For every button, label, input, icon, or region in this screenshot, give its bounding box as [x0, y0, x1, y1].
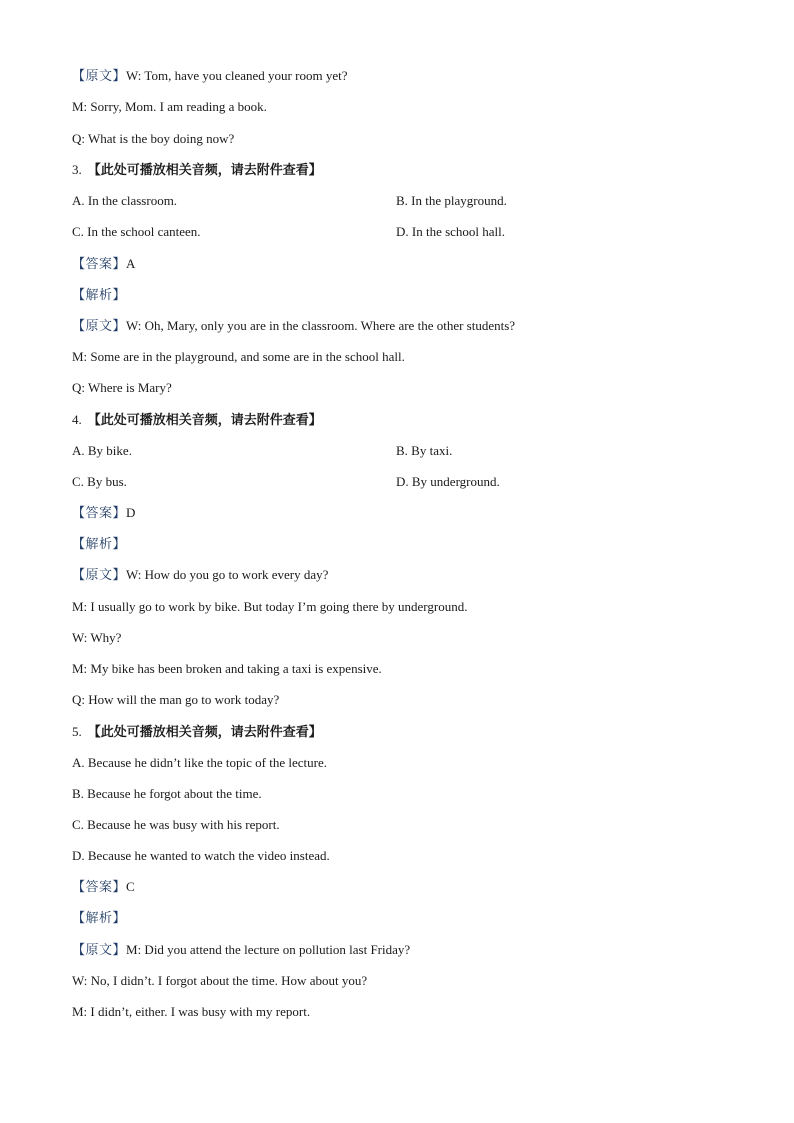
question-3-header	[72, 161, 322, 180]
question-number: 3.	[72, 162, 82, 177]
transcript-line: M: I didn’t, either. I was busy with my report.	[72, 1004, 311, 1019]
transcript-line: M: Some are in the playground, and some are in the school hall.	[72, 349, 405, 364]
audio-placeholder: 【此处可播放相关音频，请去附件查看】	[87, 725, 322, 740]
transcript-line: M: My bike has been broken and taking a taxi is expensive.	[72, 661, 382, 676]
option-c: C. By bus.	[72, 474, 127, 489]
transcript-line	[72, 566, 328, 585]
option-d: D. In the school hall.	[396, 224, 506, 239]
answer-tag: 【答案】	[72, 880, 127, 895]
option-b: B. By taxi.	[396, 443, 453, 458]
analysis-tag: 【解析】	[72, 537, 127, 552]
transcript-line	[72, 941, 410, 960]
option-a: A. In the classroom.	[72, 193, 178, 208]
question-line: Q: Where is Mary?	[72, 380, 172, 395]
transcript-line	[72, 67, 347, 86]
transcript-tag: 【原文】	[72, 69, 127, 84]
audio-placeholder: 【此处可播放相关音频，请去附件查看】	[87, 163, 322, 178]
analysis-tag: 【解析】	[72, 288, 127, 303]
question-line: Q: How will the man go to work today?	[72, 692, 280, 707]
question-4-header	[72, 411, 322, 430]
answer-line	[72, 504, 135, 523]
question-number: 4.	[72, 412, 82, 427]
analysis-line	[72, 535, 126, 554]
transcript-text: W: Tom, have you cleaned your room yet?	[126, 68, 348, 83]
answer-value: C	[126, 879, 135, 894]
transcript-line: M: I usually go to work by bike. But today I’m going there by underground.	[72, 599, 468, 614]
transcript-tag: 【原文】	[72, 943, 127, 958]
analysis-tag: 【解析】	[72, 911, 127, 926]
answer-tag: 【答案】	[72, 257, 127, 272]
answer-tag: 【答案】	[72, 506, 127, 521]
transcript-text: W: Oh, Mary, only you are in the classroom. Where are the other students?	[126, 318, 516, 333]
answer-line	[72, 255, 135, 274]
answer-line	[72, 878, 135, 897]
audio-placeholder: 【此处可播放相关音频，请去附件查看】	[87, 413, 322, 428]
transcript-line: W: No, I didn’t. I forgot about the time. How about you?	[72, 973, 368, 988]
transcript-tag: 【原文】	[72, 319, 127, 334]
question-line: Q: What is the boy doing now?	[72, 131, 235, 146]
answer-value: A	[126, 256, 136, 271]
question-number: 5.	[72, 724, 82, 739]
transcript-tag: 【原文】	[72, 568, 127, 583]
transcript-text: W: How do you go to work every day?	[126, 567, 329, 582]
option-a: A. By bike.	[72, 443, 132, 458]
analysis-line	[72, 909, 126, 928]
option-b: B. In the playground.	[396, 193, 507, 208]
option-d: D. Because he wanted to watch the video instead.	[72, 848, 330, 863]
option-a: A. Because he didn’t like the topic of the lecture.	[72, 755, 327, 770]
option-c: C. Because he was busy with his report.	[72, 817, 280, 832]
option-b: B. Because he forgot about the time.	[72, 786, 262, 801]
question-5-header	[72, 723, 322, 742]
transcript-line	[72, 317, 515, 336]
option-c: C. In the school canteen.	[72, 224, 201, 239]
analysis-line	[72, 286, 126, 305]
answer-value: D	[126, 505, 136, 520]
option-d: D. By underground.	[396, 474, 500, 489]
transcript-text: M: Did you attend the lecture on pollution last Friday?	[126, 942, 411, 957]
transcript-line: M: Sorry, Mom. I am reading a book.	[72, 99, 267, 114]
transcript-line: W: Why?	[72, 630, 122, 645]
